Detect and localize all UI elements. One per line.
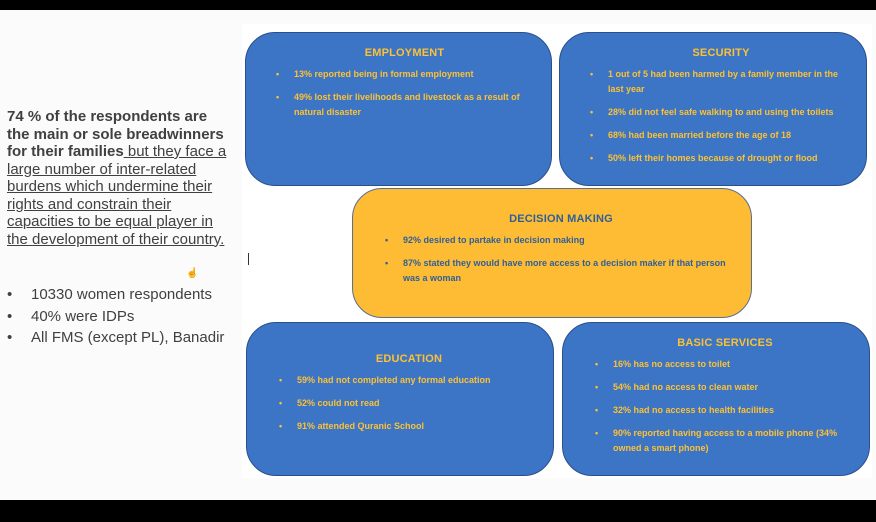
basic-services-box <box>562 322 870 476</box>
basic-services-list <box>595 357 855 456</box>
basic-services-title: BASIC SERVICES <box>677 337 773 349</box>
list-item: • 87% stated they would have more access to a decision maker if that person was a woman <box>385 256 737 286</box>
security-list <box>590 67 852 166</box>
education-box <box>246 322 554 476</box>
list-item: • 13% reported being in formal employment <box>276 67 533 82</box>
facts-list <box>7 286 229 347</box>
security-title: SECURITY <box>692 47 750 59</box>
education-title: EDUCATION <box>375 353 443 365</box>
list-item: • 1 out of 5 had been harmed by a family member in the last year <box>590 67 852 97</box>
list-item: • 91% attended Quranic School <box>279 419 539 434</box>
list-item: • 50% left their homes because of drought or flood <box>590 151 852 166</box>
list-item: • 49% lost their livelihoods and livestock as a result of natural disaster <box>276 90 533 120</box>
list-item: • 28% did not feel safe walking to and using the toilets <box>590 105 852 120</box>
education-list <box>279 373 539 434</box>
lead-paragraph <box>7 108 229 248</box>
employment-box <box>245 32 552 186</box>
list-item: • 32% had no access to health facilities <box>595 403 855 418</box>
employment-list <box>276 67 533 120</box>
employment-title: EMPLOYMENT <box>364 47 445 59</box>
list-item: • All FMS (except PL), Banadir <box>7 329 229 347</box>
list-item: • 10330 women respondents <box>7 286 229 304</box>
list-item: • 59% had not completed any formal education <box>279 373 539 388</box>
security-box <box>559 32 867 186</box>
list-item: • 16% has no access to toilet <box>595 357 855 372</box>
list-item: • 92% desired to partake in decision making <box>385 233 737 248</box>
list-item: • 52% could not read <box>279 396 539 411</box>
text-cursor-icon <box>248 253 249 265</box>
left-text-column <box>7 108 229 351</box>
list-item: • 90% reported having access to a mobile phone (34% owned a smart phone) <box>595 426 855 456</box>
decision-making-list <box>385 233 737 286</box>
hand-pointer-icon: ☝ <box>186 268 199 279</box>
slide <box>0 10 876 500</box>
decision-making-title: DECISION MAKING <box>509 213 613 225</box>
decision-making-box <box>352 188 752 318</box>
lead-underlined-text: but they face a large number of inter-related burdens which undermine their rights and constrain their capacities to be equal player in the development of their country. <box>7 143 227 248</box>
list-item: • 68% had been married before the age of 18 <box>590 128 852 143</box>
list-item: • 40% were IDPs <box>7 308 229 326</box>
list-item: • 54% had no access to clean water <box>595 380 855 395</box>
lead-bold-text: 74 % of the respondents are the main or sole breadwinners for their families <box>7 108 224 160</box>
